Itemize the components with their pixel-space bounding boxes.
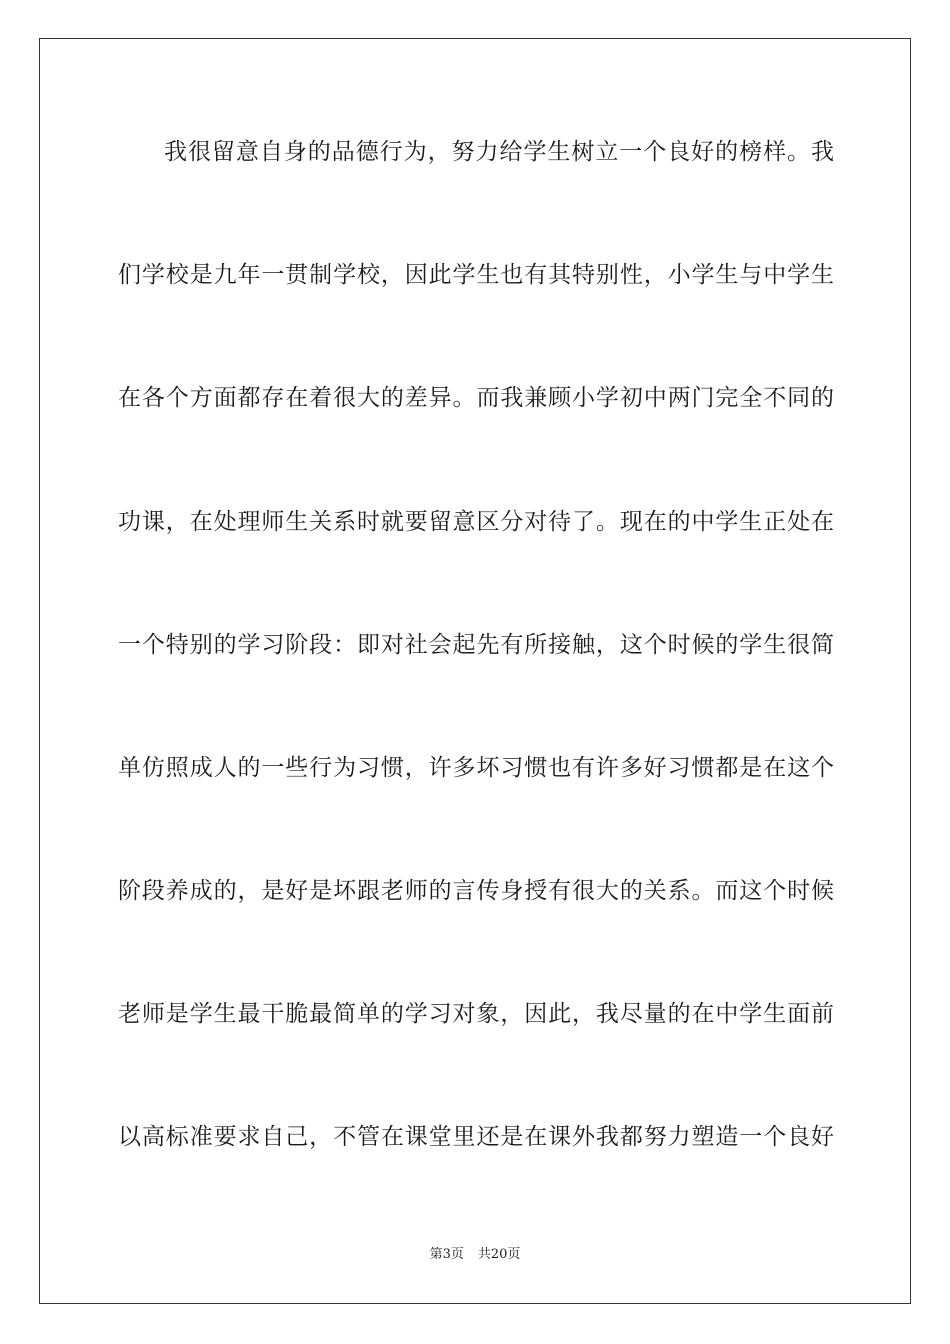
- page-footer: [0, 1246, 950, 1264]
- page-number: 第3页: [429, 1247, 464, 1262]
- paragraph-line-4: 功课，在处理师生关系时就要留意区分对待了。现在的中学生正处在: [118, 509, 834, 535]
- paragraph-line-6: 单仿照成人的一些行为习惯，许多坏习惯也有许多好习惯都是在这个: [118, 755, 834, 781]
- paragraph-line-2: 们学校是九年一贯制学校，因此学生也有其特别性，小学生与中学生: [118, 262, 834, 288]
- paragraph-line-1: 我很留意自身的品德行为，努力给学生树立一个良好的榜样。我: [164, 139, 834, 165]
- paragraph-line-9: 以高标准要求自己，不管在课堂里还是在课外我都努力塑造一个良好: [118, 1124, 834, 1150]
- paragraph-line-5: 一个特别的学习阶段：即对社会起先有所接触，这个时候的学生很简: [118, 632, 834, 658]
- paragraph-line-8: 老师是学生最干脆最简单的学习对象，因此，我尽量的在中学生面前: [118, 1001, 834, 1027]
- paragraph-line-3: 在各个方面都存在着很大的差异。而我兼顾小学初中两门完全不同的: [118, 385, 834, 411]
- paragraph-line-7: 阶段养成的，是好是坏跟老师的言传身授有很大的关系。而这个时候: [118, 878, 834, 904]
- page-border: [39, 38, 911, 1304]
- page-total: 共20页: [477, 1247, 521, 1262]
